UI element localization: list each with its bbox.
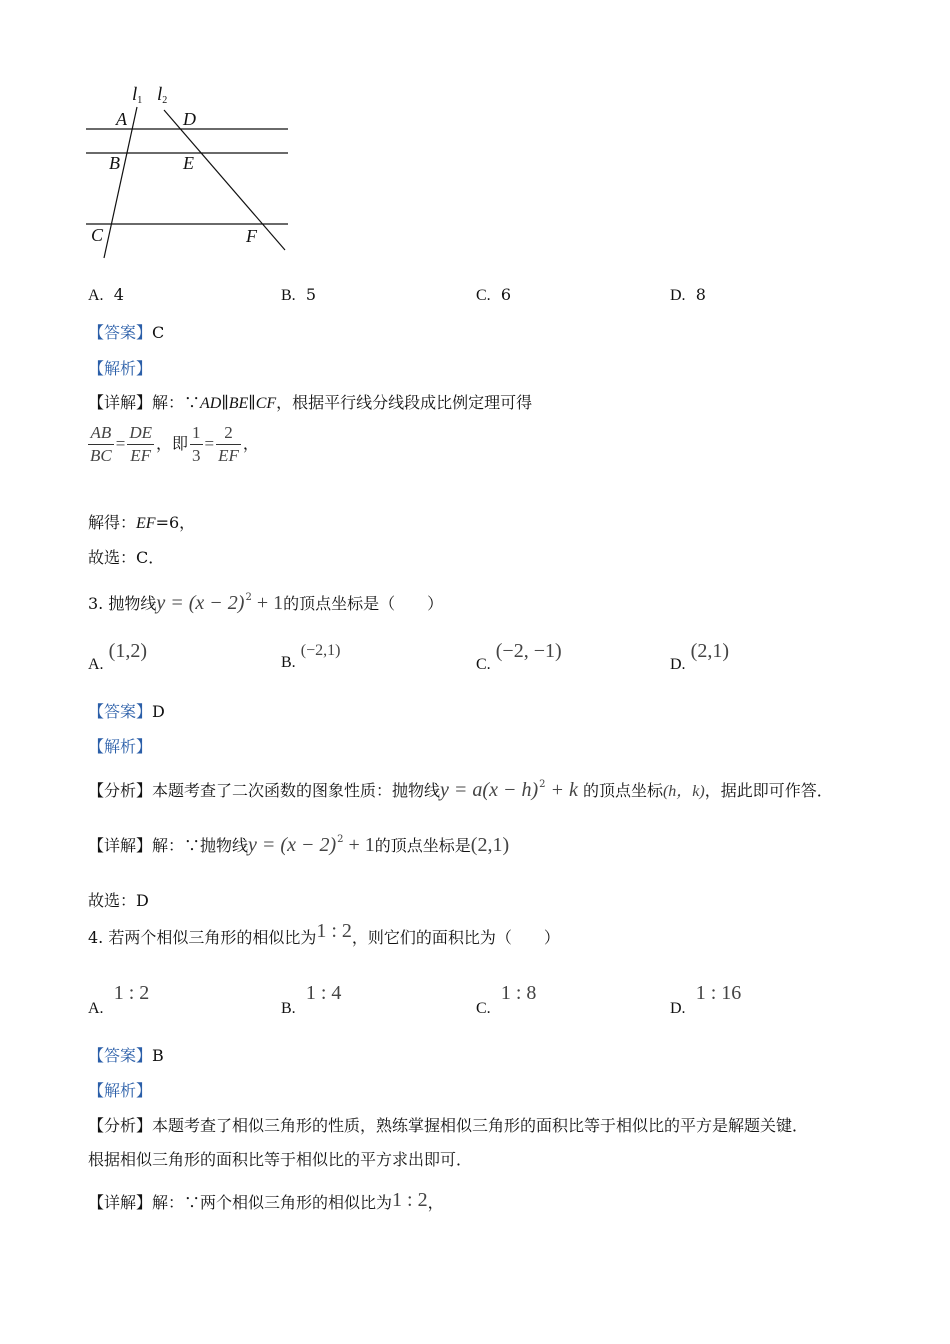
q3-option-a: A. (1,2) <box>88 640 147 673</box>
q4-analysis-tag: 【解析】 <box>88 1081 153 1100</box>
q3-fenxi: 【分析】本题考查了二次函数的图象性质：抛物线$y = a(x - h)^2 + k$ 的顶点坐标(h，k)，据此即可作答． <box>88 779 833 801</box>
q3-option-b: B. (−2,1) <box>281 642 341 671</box>
q2-option-a: A. 4 <box>88 285 124 304</box>
q3-analysis-tag: 【解析】 <box>88 737 153 756</box>
q3-stem: 3. 抛物线$y = (x - 2)^2 + 1$的顶点坐标是（ ） <box>88 592 444 614</box>
q4-option-c: C. 1 : 8 <box>476 982 537 1017</box>
label-l1: $l_1$ <box>132 84 143 106</box>
q4-option-a: A. 1 : 2 <box>88 982 150 1017</box>
q4-detail: 【详解】解：∵两个相似三角形的相似比为1 : 2， <box>88 1189 444 1212</box>
q2-ratio-equation: $\frac{AB}{BC}$ = $\frac{DE}{EF}$ ，即 $\frac{1}{3}$ = $\frac{2}{EF}$ ， <box>90 423 259 465</box>
q4-fenxi: 【分析】本题考查了相似三角形的性质，熟练掌握相似三角形的面积比等于相似比的平方是解题关键． <box>88 1116 809 1135</box>
q3-option-d: D. (2,1) <box>670 640 729 673</box>
label-a: A <box>116 109 127 129</box>
line-l2 <box>164 110 285 250</box>
q2-solve: 解得：EF=6， <box>88 513 196 532</box>
q3-answer: 【答案】D <box>88 702 165 721</box>
q2-option-d: D. 8 <box>670 285 706 304</box>
q4-option-d: D. 1 : 16 <box>670 982 742 1017</box>
q3-option-c: C. (−2, −1) <box>476 640 562 673</box>
q4-answer: 【答案】B <box>88 1046 164 1065</box>
q4-stem: 4. 若两个相似三角形的相似比为1 : 2，则它们的面积比为（ ） <box>88 920 560 947</box>
label-l2: $l_2$ <box>157 84 168 106</box>
q2-option-b: B. 5 <box>281 285 317 304</box>
label-f: F <box>246 226 257 246</box>
q4-fenxi-2: 根据相似三角形的面积比等于相似比的平方求出即可． <box>88 1150 473 1169</box>
label-d: D <box>183 109 196 129</box>
q2-choose: 故选：C． <box>88 548 165 567</box>
q4-option-b: B. 1 : 4 <box>281 982 342 1017</box>
q3-choose: 故选：D <box>88 891 149 910</box>
label-b: B <box>109 153 120 173</box>
label-e: E <box>183 153 194 173</box>
q2-option-c: C. 6 <box>476 285 512 304</box>
q2-analysis-tag: 【解析】 <box>88 359 153 378</box>
q3-detail: 【详解】解：∵抛物线$y = (x - 2)^2 + 1$的顶点坐标是(2,1) <box>88 834 510 856</box>
q2-answer: 【答案】C <box>88 323 165 342</box>
q2-detail: 【详解】解：∵AD∥BE∥CF，根据平行线分线段成比例定理可得 <box>88 393 533 412</box>
label-c: C <box>91 225 104 245</box>
